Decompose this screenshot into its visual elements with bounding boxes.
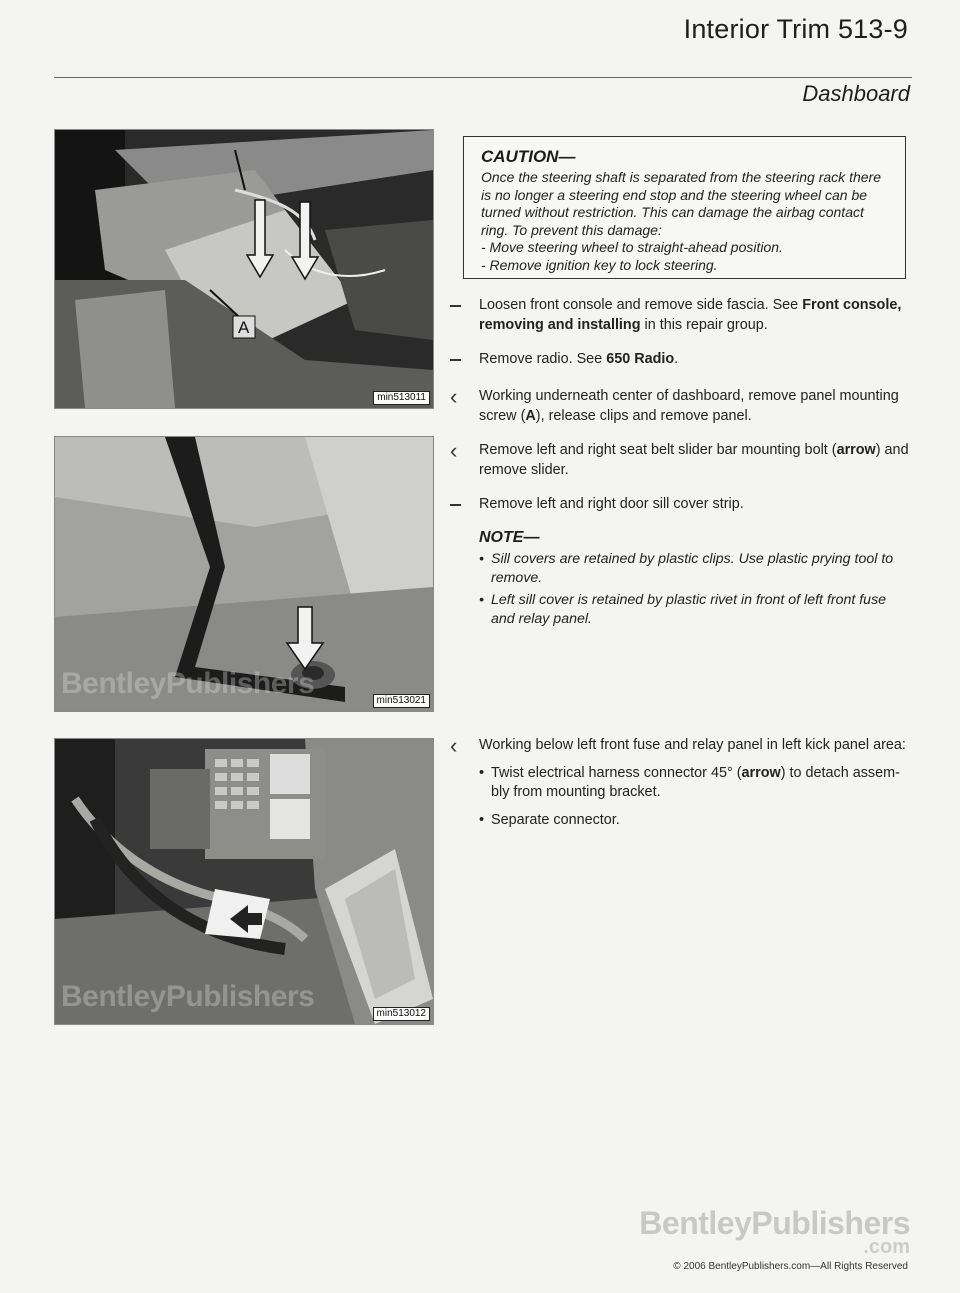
step-loosen-console [450,296,920,335]
cross-reference: removing and installing [479,316,641,333]
note-bullet: • Left sill cover is retained by plastic rivet in front of left front fuse and relay panel. [479,591,887,627]
copyright-notice: © 2006 BentleyPublishers.com—All Rights Reserved [673,1261,908,1272]
caution-line: - Move steering wheel to straight-ahead position. [481,239,783,255]
cross-reference: Front console, [802,297,902,313]
arrow-marker: ‹ [450,384,458,409]
step-remove-sill-cover [450,495,920,515]
step-text: Loosen front console and remove side fascia. See [479,297,803,313]
caution-line: turned without restriction. This can damage the airbag contact [481,204,864,220]
publisher-logo: BentleyPublishers [639,1205,910,1241]
sub-bullet: • Twist electrical harness connector 45° (arrow) to detach assem- bly from mounting bracket. [479,764,900,800]
dash-marker [450,495,472,506]
caution-line: ring. To prevent this damage: [481,221,662,238]
step-text: Remove left and right door sill cover strip. [479,496,744,512]
photo-dashboard-underside [54,129,434,409]
dash-marker [450,350,472,361]
publisher-logo-suffix: .com [863,1236,910,1258]
photo-code: min513011 [373,391,430,405]
cross-reference: 650 Radio [606,351,675,367]
step-text: in this repair group. [640,316,768,333]
arrow-marker: ‹ [450,438,458,463]
step-text: remove slider. [479,461,569,478]
callout-ref: arrow [741,764,781,781]
note-bullet: • Sill covers are retained by plastic clips. Use plastic prying tool to remove. [479,550,894,586]
step-text: Working below left front fuse and relay panel in left kick panel area: [479,737,906,753]
photo-code: min513021 [373,694,430,708]
callout-ref: arrow [836,442,876,458]
caution-heading: CAUTION— [481,147,576,166]
note-heading: NOTE— [479,529,540,546]
step-text: Working underneath center of dashboard, remove panel mounting [479,388,899,404]
photo-fuse-relay-panel [54,738,434,1025]
step-remove-radio [450,350,920,370]
step-text: Remove left and right seat belt slider bar mounting bolt ( [479,442,837,458]
arrow-marker: ‹ [450,733,458,758]
caution-line: - Remove ignition key to lock steering. [481,256,718,273]
step-text: ), release clips and remove panel. [535,407,752,424]
note-block [450,528,920,630]
photo-code: min513012 [373,1007,430,1021]
step-text: Remove radio. See [479,351,607,367]
step-text: . [674,351,679,367]
photo-watermark: BentleyPublishers [61,667,315,700]
callout-ref: A [525,407,536,424]
page-title: Interior Trim 513-9 [683,14,908,44]
sub-bullet: • Separate connector. [479,811,620,828]
photo-watermark: BentleyPublishers [61,980,315,1013]
photo-seat-belt-slider [54,436,434,712]
step-remove-panel [450,384,920,426]
step-remove-slider [450,438,920,480]
step-text: ) and [875,442,909,458]
step-fuse-panel [450,733,920,830]
photo-callout-a: A [238,318,250,337]
caution-line: is no longer a steering end stop and the steering wheel can be [481,186,868,203]
dash-marker [450,296,472,307]
caution-box [463,136,906,279]
caution-line: Once the steering shaft is separated from the steering rack there [481,169,881,185]
header-rule [54,77,912,78]
section-subtitle: Dashboard [802,81,910,106]
step-text: screw ( [479,407,526,424]
